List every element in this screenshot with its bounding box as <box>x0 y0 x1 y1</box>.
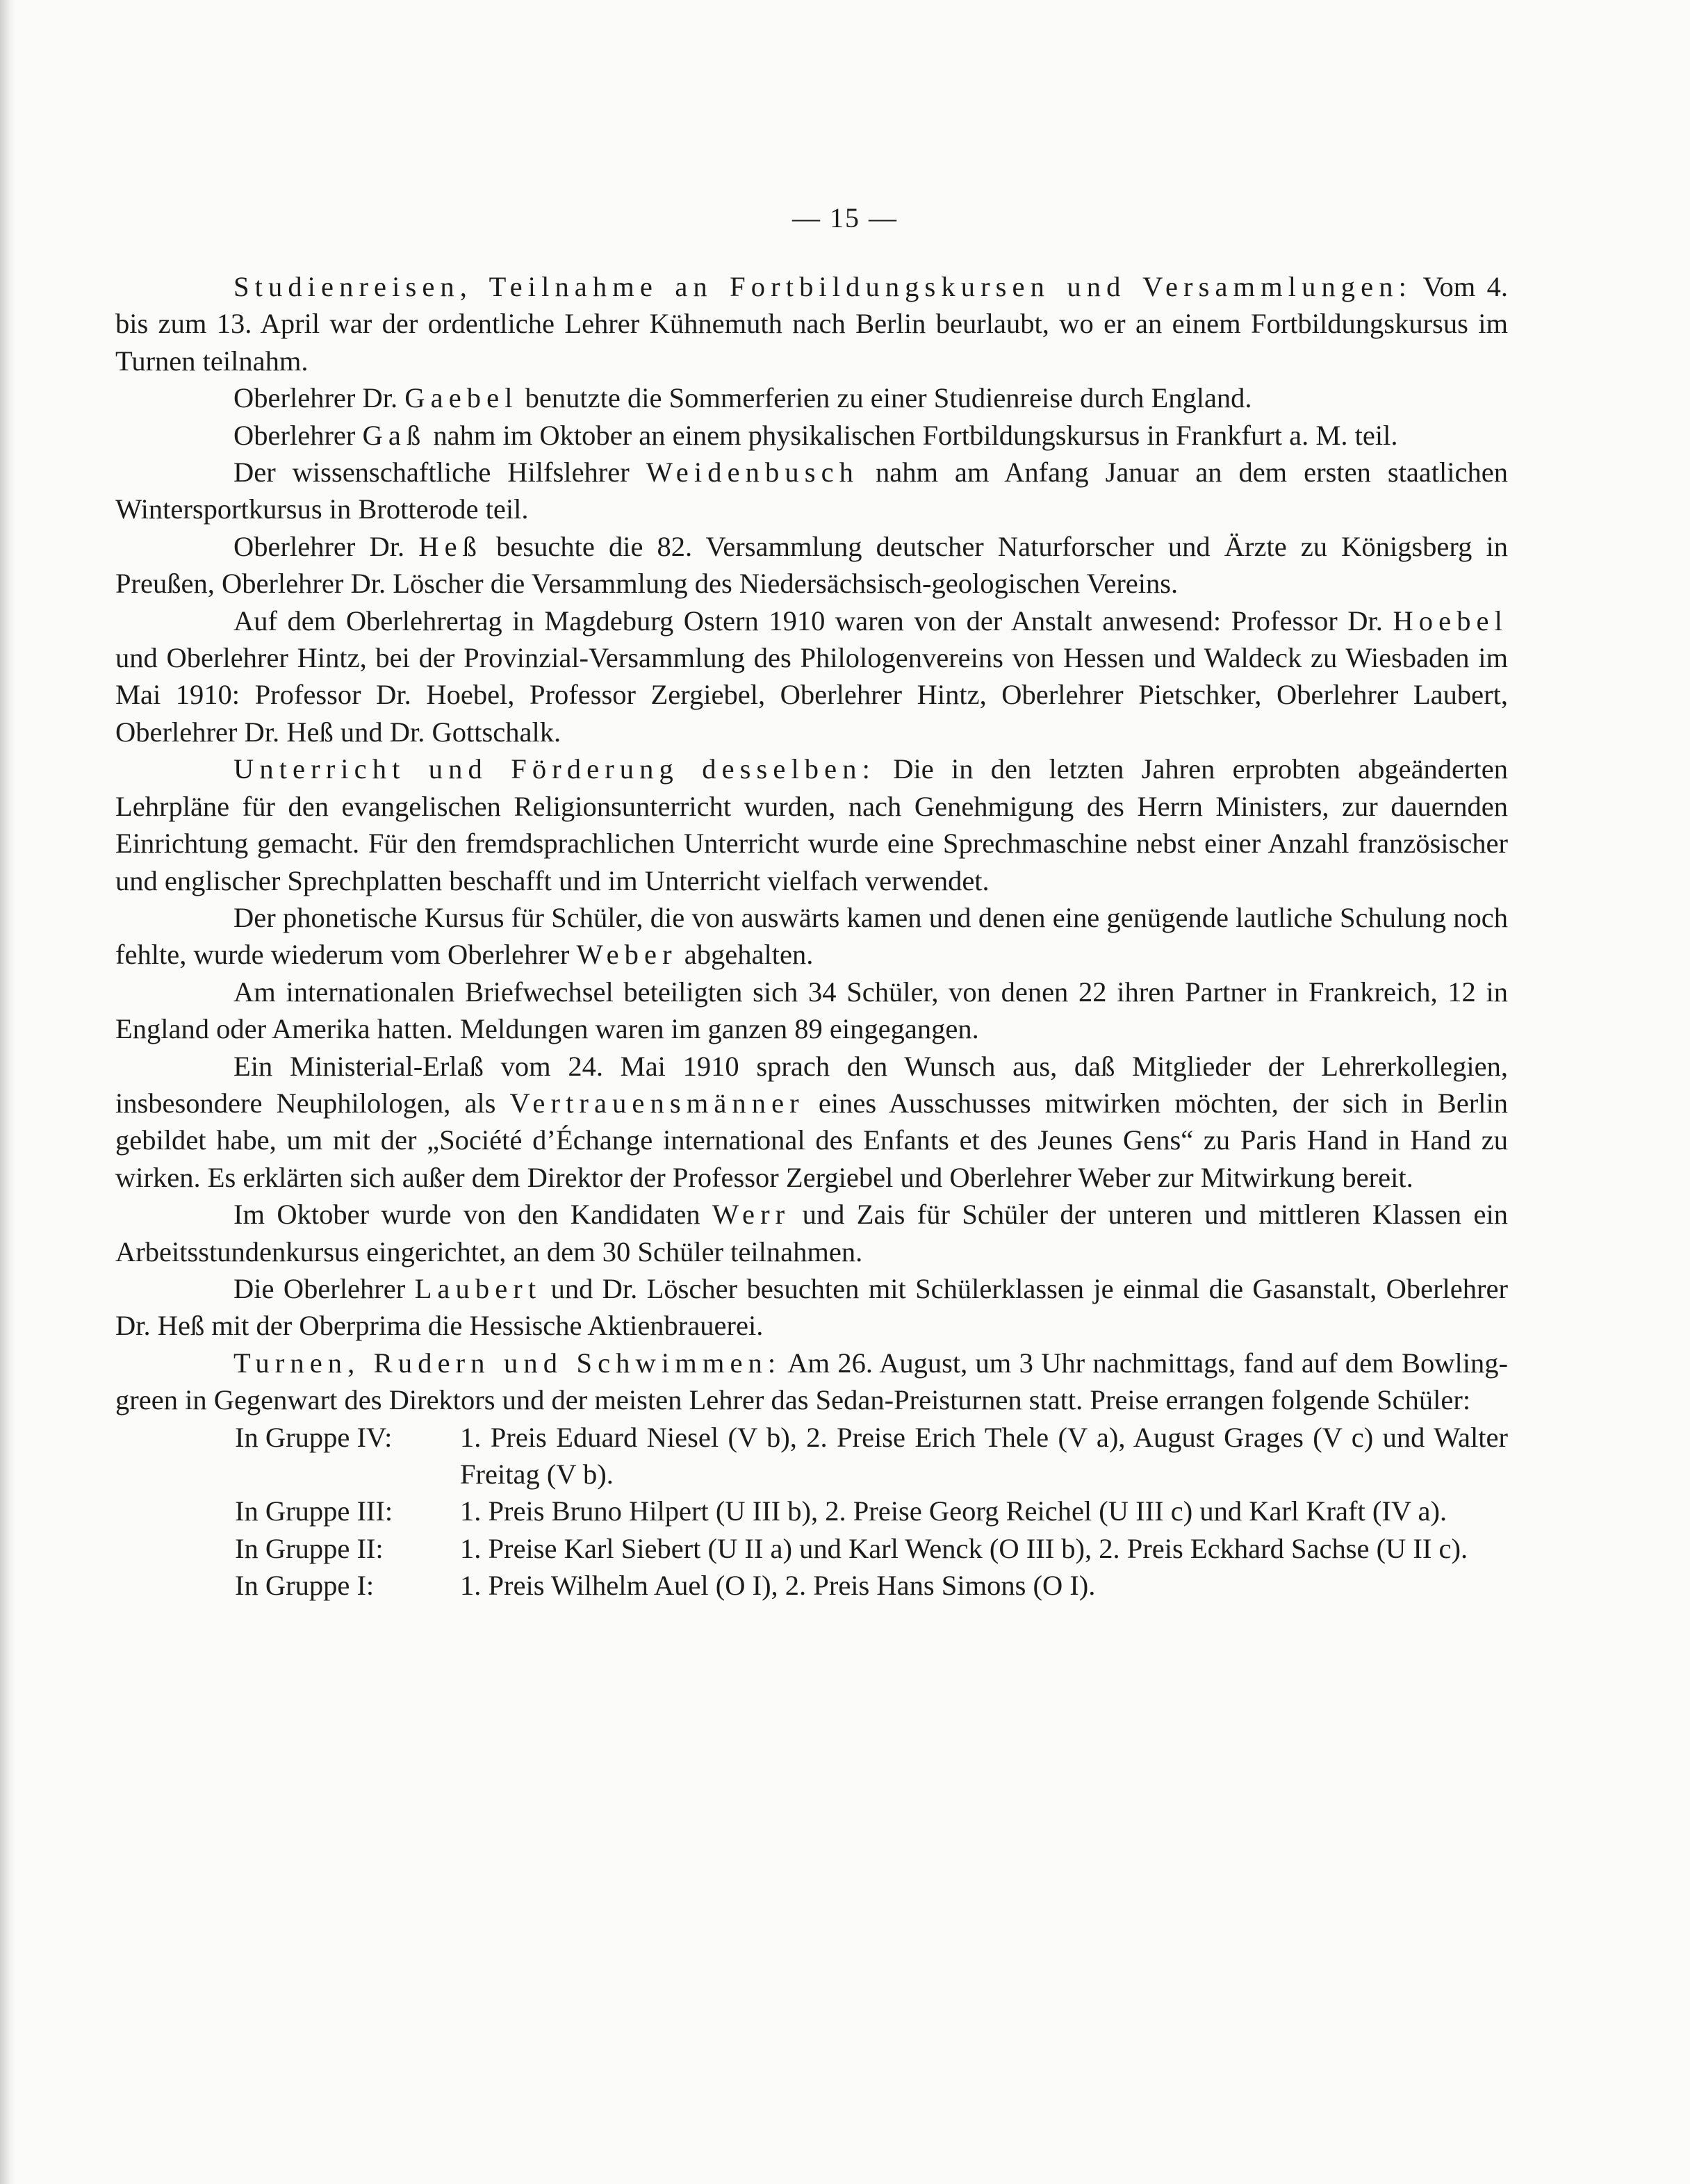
page-number: — 15 — <box>792 202 898 233</box>
spaced-name: Weidenbusch <box>646 457 859 488</box>
page-edge-shadow <box>0 0 15 2184</box>
paragraph-text: nahm im Oktober an einem physikalischen Fortbildungskursus in Frankfurt a. M. teil. <box>426 419 1398 451</box>
paragraph-briefwechsel <box>115 974 1508 1048</box>
paragraph-text: abgehalten. <box>677 939 814 971</box>
paragraph-text: und Zais für Schüler der unteren und mittleren Klassen ein Arbeitsstundenkursus eingerichtet, an dem 30 Schüler teilnahmen. <box>115 1199 1508 1267</box>
paragraph-studienreisen <box>115 268 1508 379</box>
spaced-name: Vertrauensmänner <box>509 1087 805 1119</box>
paragraph-text: eines Ausschusses mitwirken möchten, der sich in Berlin gebildet habe, um mit der „Société d’Échange international des Enfants et des Jeunes Gens“ zu Paris Hand in Hand zu wirken. Es erklärten sich außer dem Direktor der Professor Zergiebel und Oberlehrer Weber zur Mitwirkung bereit. <box>115 1087 1508 1193</box>
paragraph-hess <box>115 528 1508 602</box>
paragraph-gaebel <box>115 379 1508 416</box>
paragraph-turnen <box>115 1345 1508 1419</box>
prize-group-i <box>115 1567 1508 1604</box>
spaced-name: Laubert <box>414 1272 542 1304</box>
paragraph-text: Am 26. August, um 3 Uhr nachmittags, fand auf dem Bowling-green in Gegenwart des Direktors und der meisten Lehrer das Sedan-Preisturnen statt. Preise errangen folgende Schüler: <box>115 1347 1508 1416</box>
paragraph-text: und Dr. Löscher besuchten mit Schülerklassen je einmal die Gasanstalt, Oberlehrer Dr. Heß mit der Oberprima die Hessische Aktienbrauerei. <box>115 1272 1508 1342</box>
paragraph-text: Der wissenschaftliche Hilfslehrer <box>233 457 646 488</box>
paragraph-text: Im Oktober wurde von den Kandidaten <box>233 1199 712 1231</box>
prize-group-iii <box>115 1493 1508 1529</box>
section-heading: Unterricht und Förderung desselben: <box>233 753 876 785</box>
prize-winners: 1. Preise Karl Siebert (U II a) und Karl Wenck (O III b), 2. Preis Eckhard Sachse (U II c). <box>460 1532 1468 1564</box>
prize-winners: 1. Preis Bruno Hilpert (U III b), 2. Preise Georg Reichel (U III c) und Karl Kraft (IV a). <box>460 1495 1447 1527</box>
spaced-name: Werr <box>712 1199 791 1231</box>
prize-winners: 1. Preis Eduard Niesel (V b), 2. Preise Erich Thele (V a), August Grages (V c) und Walter Freitag (V b). <box>460 1421 1508 1490</box>
spaced-name: Gaß <box>362 419 427 451</box>
page-body <box>115 268 1508 1604</box>
prize-winners: 1. Preis Wilhelm Auel (O I), 2. Preis Hans Simons (O I). <box>460 1570 1096 1602</box>
paragraph-text: Oberlehrer Dr. <box>233 530 419 562</box>
paragraph-text: und Oberlehrer Hintz, bei der Provinzial-Versammlung des Philologenvereins von Hessen und Waldeck zu Wiesbaden im Mai 1910: Professor Dr. Hoebel, Professor Zergiebel, Oberlehrer Hintz, Oberlehrer Pietschker, Oberlehrer Laubert, Oberlehrer Dr. Heß und Dr. Gottschalk. <box>115 642 1508 748</box>
spaced-name: Gaebel <box>404 382 518 414</box>
paragraph-phonetik <box>115 899 1508 974</box>
paragraph-besuche <box>115 1270 1508 1345</box>
spaced-name: Heß <box>418 530 483 562</box>
prize-group-iv <box>115 1419 1508 1493</box>
paragraph-text: Oberlehrer <box>233 419 363 451</box>
paragraph-text: Vom 4. bis zum 13. April war der ordentliche Lehrer Kühnemuth nach Berlin beurlaubt, wo er an einem Fortbildungskursus im Turnen teilnahm. <box>115 271 1508 377</box>
paragraph-text: nahm am Anfang Januar an dem ersten staatlichen Wintersportkursus in Brotterode teil. <box>115 457 1508 525</box>
spaced-name: Hoebel <box>1393 605 1508 637</box>
paragraph-weidenbusch <box>115 454 1508 528</box>
prize-group-ii <box>115 1530 1508 1567</box>
paragraph-text: benutzte die Sommerferien zu einer Studienreise durch England. <box>518 382 1252 414</box>
prize-group-label: In Gruppe III: <box>235 1495 393 1527</box>
prize-group-label: In Gruppe II: <box>235 1532 384 1564</box>
paragraph-text: Ein Ministerial-Erlaß vom 24. Mai 1910 sprach den Wunsch aus, daß Mitglieder der Lehrerkollegien, insbesondere Neuphilologen, als <box>115 1050 1508 1119</box>
section-heading: Turnen, Rudern und Schwimmen: <box>233 1347 782 1379</box>
paragraph-unterricht <box>115 750 1508 899</box>
paragraph-erlass <box>115 1048 1508 1197</box>
paragraph-text: Die in den letzten Jahren erprobten abgeänderten Lehrpläne für den evangelischen Religionsunterricht wurden, nach Genehmigung des Herrn Ministers, zur dauernden Einrichtung gemacht. Für den fremdsprachlichen Unterricht wurde eine Sprechmaschine nebst einer Anzahl französischer und englischer Sprechplatten beschafft und im Unterricht vielfach verwendet. <box>115 753 1508 896</box>
paragraph-gass <box>115 417 1508 454</box>
paragraph-text: Am internationalen Briefwechsel beteiligten sich 34 Schüler, von denen 22 ihren Partner in Frankreich, 12 in England oder Amerika hatten. Meldungen waren im ganzen 89 eingegangen. <box>115 976 1508 1045</box>
section-heading: Studienreisen, Teilnahme an Fortbildungskursen und Versammlungen: <box>233 271 1412 302</box>
paragraph-text: Oberlehrer Dr. <box>233 382 405 414</box>
paragraph-text: Der phonetische Kursus für Schüler, die von auswärts kamen und denen eine genügende lautliche Schulung noch fehlte, wurde wiederum vom Oberlehrer <box>115 901 1508 971</box>
paragraph-text: Die Oberlehrer <box>233 1272 415 1304</box>
prize-group-label: In Gruppe IV: <box>235 1421 393 1453</box>
spaced-name: Weber <box>576 939 678 971</box>
paragraph-arbeitsstunden <box>115 1196 1508 1270</box>
paragraph-text: Auf dem Oberlehrertag in Magdeburg Ostern 1910 waren von der Anstalt anwesend: Professor Dr. <box>233 605 1393 637</box>
paragraph-oberlehrertag <box>115 602 1508 751</box>
paragraph-text: besuchte die 82. Versammlung deutscher Naturforscher und Ärzte zu Königsberg in Preußen, Oberlehrer Dr. Löscher die Versammlung des Niedersächsisch-geologischen Vereins. <box>115 530 1509 600</box>
prize-group-label: In Gruppe I: <box>235 1570 375 1602</box>
